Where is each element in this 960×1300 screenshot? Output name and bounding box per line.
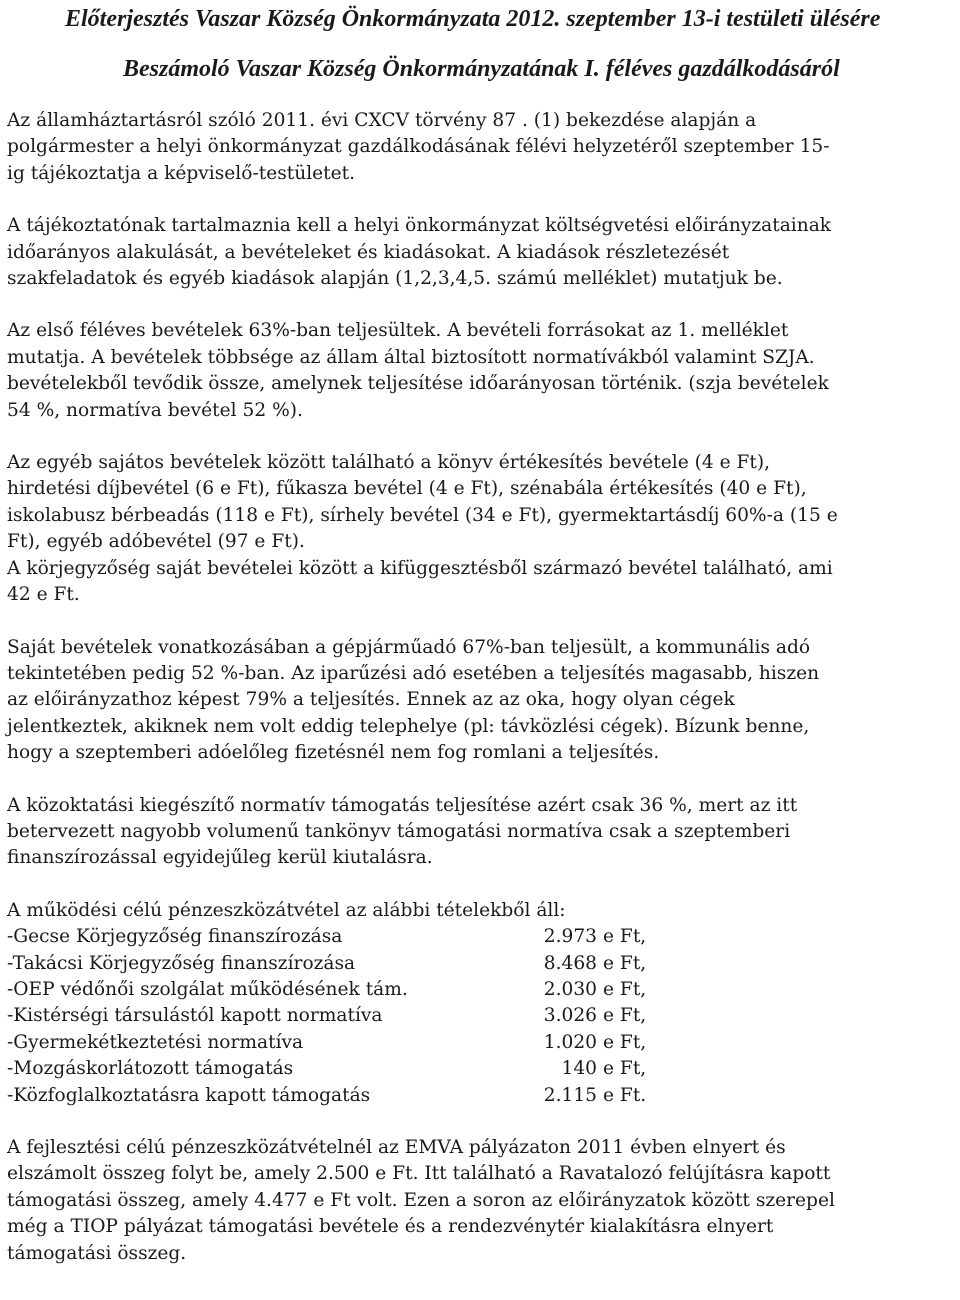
transfers-list — [7, 924, 957, 1109]
document-body — [7, 108, 957, 1267]
text-line: iskolabusz bérbeadás (118 e Ft), sírhely bevétel (34 e Ft), gyermektartásdíj 60%-a (15 e — [7, 504, 838, 526]
text-line: az előirányzathoz képest 79% a teljesítés. Ennek az az oka, hogy olyan cégek — [7, 689, 735, 711]
text-line: tekintetében pedig 52 %-ban. Az iparűzési adó esetében a teljesítés magasabb, hiszen — [7, 662, 820, 684]
text-line: Saját bevételek vonatkozásában a gépjárműadó 67%-ban teljesült, a kommunális adó — [7, 636, 811, 658]
item-unit: e Ft, — [603, 1058, 647, 1080]
text-line: 42 e Ft. — [7, 584, 80, 606]
paragraph-legal-basis — [7, 108, 957, 187]
paragraph-report-content — [7, 213, 957, 292]
text-line: A tájékoztatónak tartalmaznia kell a helyi önkormányzat költségvetési előirányzatainak — [7, 215, 832, 237]
text-line: polgármester a helyi önkormányzat gazdálkodásának félévi helyzetéről szeptember 15- — [7, 136, 830, 158]
text-line: A közoktatási kiegészítő normatív támogatás teljesítése azért csak 36 %, mert az itt — [7, 794, 798, 816]
text-line: finanszírozással egyidejűleg kerül kiutalásra. — [7, 847, 433, 869]
list-item — [7, 951, 957, 977]
item-amount: 2.973 — [543, 926, 597, 948]
document-subtitle: Beszámoló Vaszar Község Önkormányzatának I. féléves gazdálkodásáról — [123, 56, 840, 82]
list-item — [7, 1056, 957, 1082]
item-unit: e Ft, — [603, 952, 647, 974]
transfers-intro: A működési célú pénzeszközátvétel az alábbi tételekből áll: — [7, 899, 566, 921]
document-title: Előterjesztés Vaszar Község Önkormányzata 2012. szeptember 13-i testületi ülésére — [65, 6, 881, 32]
text-line: A körjegyzőség saját bevételei között a kifüggesztésből származó bevétel található, ami — [7, 557, 833, 579]
text-line: Az államháztartásról szóló 2011. évi CXCV törvény 87 . (1) bekezdése alapján a — [7, 110, 757, 131]
paragraph-education-support — [7, 793, 957, 872]
item-amount: 8.468 — [543, 952, 597, 974]
paragraph-revenue-summary — [7, 318, 957, 424]
text-line: jelentkeztek, akiknek nem volt eddig telephelye (pl: távközlési cégek). Bízunk benne, — [7, 715, 810, 737]
item-unit: e Ft, — [603, 1005, 647, 1027]
list-item — [7, 924, 957, 950]
item-amount: 2.030 — [543, 978, 597, 1000]
text-line: támogatási összeg. — [7, 1242, 187, 1264]
text-line: ig tájékoztatja a képviselő-testületet. — [7, 162, 355, 184]
list-item — [7, 1030, 957, 1056]
text-line: Az első féléves bevételek 63%-ban teljesültek. A bevételi forrásokat az 1. melléklet — [7, 320, 789, 342]
item-amount: 1.020 — [543, 1031, 597, 1053]
list-item — [7, 977, 957, 1003]
text-line: elszámolt összeg folyt be, amely 2.500 e Ft. Itt található a Ravatalozó felújításra kapott — [7, 1163, 831, 1185]
text-line: időarányos alakulását, a bevételeket és kiadásokat. A kiadások részletezését — [7, 241, 730, 263]
text-line: betervezett nagyobb volumenű tankönyv támogatási normatíva csak a szeptemberi — [7, 820, 791, 842]
list-item — [7, 1083, 957, 1109]
text-line: még a TIOP pályázat támogatási bevétele és a rendezvénytér kialakításra elnyert — [7, 1216, 774, 1238]
item-label: -Takácsi Körjegyzőség finanszírozása — [7, 952, 356, 974]
paragraph-local-taxes — [7, 635, 957, 767]
text-line: A fejlesztési célú pénzeszközátvételnél az EMVA pályázaton 2011 évben elnyert és — [7, 1136, 786, 1158]
text-line: támogatási összeg, amely 4.477 e Ft volt. Ezen a soron az előirányzatok között szerepel — [7, 1189, 835, 1211]
item-unit: e Ft, — [603, 978, 647, 1000]
item-label: -Mozgáskorlátozott támogatás — [7, 1058, 294, 1080]
text-line: hogy a szeptemberi adóelőleg fizetésnél nem fog romlani a teljesítés. — [7, 742, 660, 764]
text-line: bevételekből tevődik össze, amelynek teljesítése időarányosan történik. (szja bevételek — [7, 373, 829, 395]
item-unit: e Ft, — [603, 926, 647, 948]
text-line: Ft), egyéb adóbevétel (97 e Ft). — [7, 531, 305, 553]
text-line: mutatja. A bevételek többsége az állam által biztosított normatívákból valamint SZJA. — [7, 346, 815, 368]
item-label: -Gecse Körjegyzőség finanszírozása — [7, 926, 343, 948]
item-amount: 2.115 — [543, 1084, 597, 1106]
text-line: szakfeladatok és egyéb kiadások alapján (1,2,3,4,5. számú melléklet) mutatjuk be. — [7, 268, 783, 290]
item-label: -Gyermekétkeztetési normatíva — [7, 1031, 304, 1053]
paragraph-development-transfers — [7, 1135, 957, 1267]
item-label: -Kistérségi társulástól kapott normatíva — [7, 1005, 383, 1027]
item-label: -OEP védőnői szolgálat működésének tám. — [7, 978, 408, 1000]
item-unit: e Ft. — [603, 1084, 647, 1106]
item-amount: 140 — [561, 1058, 597, 1080]
list-item — [7, 1003, 957, 1029]
paragraph-other-revenue — [7, 450, 957, 608]
text-line: Az egyéb sajátos bevételek között található a könyv értékesítés bevétele (4 e Ft), — [7, 452, 771, 474]
text-line: 54 %, normatíva bevétel 52 %). — [7, 399, 303, 421]
item-unit: e Ft, — [603, 1031, 647, 1053]
text-line: hirdetési díjbevétel (6 e Ft), fűkasza bevétel (4 e Ft), szénabála értékesítés (40 e Ft), — [7, 478, 807, 500]
item-label: -Közfoglalkoztatásra kapott támogatás — [7, 1084, 371, 1106]
item-amount: 3.026 — [543, 1005, 597, 1027]
